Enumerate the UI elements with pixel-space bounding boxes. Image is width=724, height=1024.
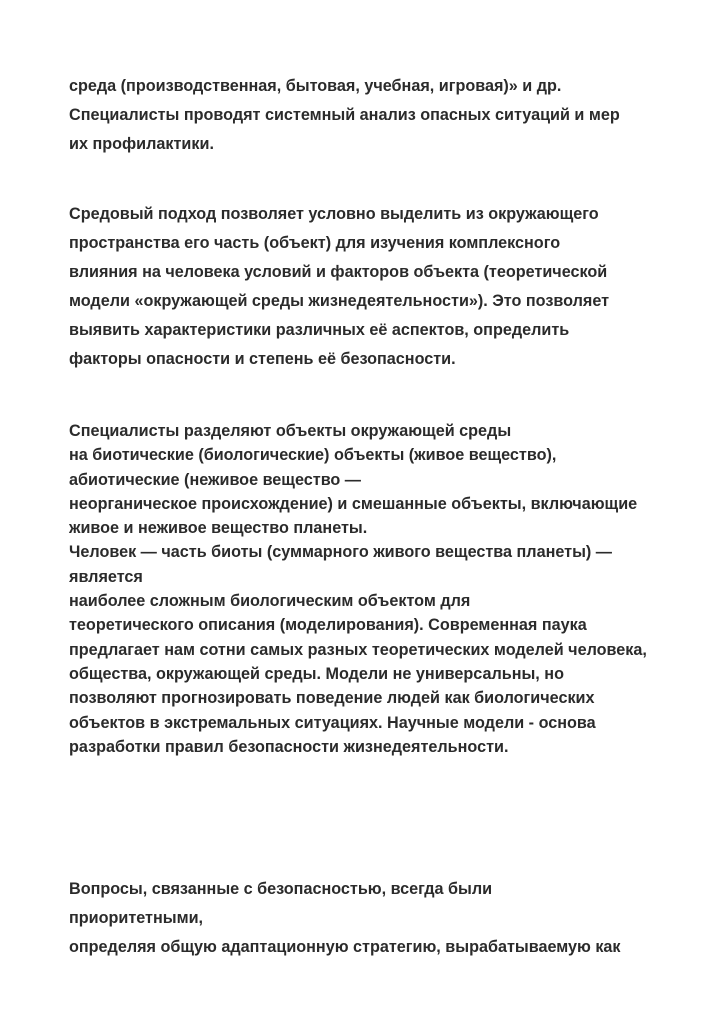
paragraph-3 — [69, 419, 709, 759]
text-line: абиотические (неживое вещество — — [69, 470, 361, 489]
text-line: неорганическое происхождение) и смешанные объекты, включающие — [69, 494, 638, 513]
text-line: факторы опасности и степень её безопасности. — [69, 350, 456, 368]
text-line: является — [69, 567, 143, 586]
text-line: разработки правил безопасности жизнедеятельности. — [69, 737, 509, 756]
text-line: объектов в экстремальных ситуациях. Научные модели - основа — [69, 713, 596, 732]
text-line: выявить характеристики различных её аспектов, определить — [69, 321, 570, 339]
text-line: Средовый подход позволяет условно выделить из окружающего — [69, 205, 599, 223]
text-line: Вопросы, связанные с безопасностью, всегда были — [69, 880, 493, 898]
text-line: предлагает нам сотни самых разных теоретических моделей человека, — [69, 640, 647, 659]
paragraph-1 — [69, 72, 709, 159]
text-line: пространства его часть (объект) для изучения комплексного — [69, 234, 561, 252]
paragraph-2 — [69, 200, 709, 374]
text-line: наиболее сложным биологическим объектом для — [69, 592, 471, 611]
paragraph-4 — [69, 875, 709, 962]
text-line: на биотические (биологические) объекты (живое вещество), — [69, 446, 557, 465]
text-line: Человек — часть биоты (суммарного живого вещества планеты) — — [69, 543, 612, 562]
text-line: позволяют прогнозировать поведение людей как биологических — [69, 689, 595, 708]
text-line: Специалисты разделяют объекты окружающей среды — [69, 422, 512, 440]
text-line: приоритетными, — [69, 909, 204, 927]
text-line: определяя общую адаптационную стратегию, вырабатываемую как — [69, 938, 621, 956]
text-line: общества, окружающей среды. Модели не универсальны, но — [69, 664, 564, 683]
text-line: теоретического описания (моделирования). Современная паука — [69, 616, 587, 635]
text-line: Специалисты проводят системный анализ опасных ситуаций и мер — [69, 106, 620, 124]
text-line: влияния на человека условий и факторов объекта (теоретической — [69, 263, 608, 281]
text-line: их профилактики. — [69, 135, 214, 153]
text-line: среда (производственная, бытовая, учебная, игровая)» и др. — [69, 77, 562, 95]
text-line: модели «окружающей среды жизнедеятельности»). Это позволяет — [69, 292, 610, 310]
text-line: живое и неживое вещество планеты. — [69, 519, 368, 538]
